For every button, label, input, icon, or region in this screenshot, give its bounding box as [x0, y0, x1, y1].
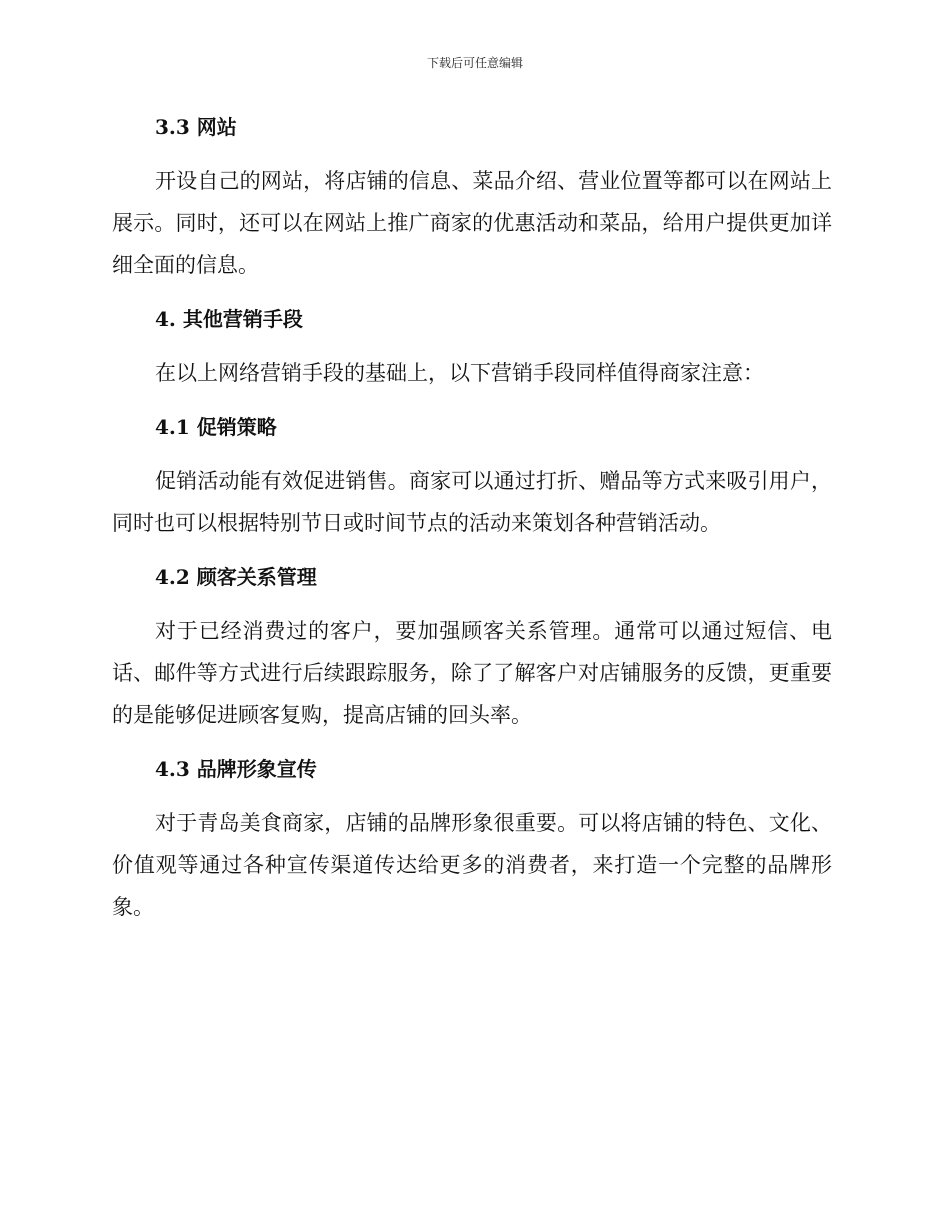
section-heading-4: 4. 其他营销手段 — [155, 307, 303, 331]
paragraph-other-marketing: 在以上网络营销手段的基础上，以下营销手段同样值得商家注意： — [155, 361, 764, 385]
paragraph-website: 开设自己的网站，将店铺的信息、菜品介绍、营业位置等都可以在网站上展示。同时，还可以在网站上推广商家的优惠活动和菜品，给用户提供更加详细全面的信息。 — [112, 169, 832, 277]
section-heading-4-1: 4.1 促销策略 — [155, 415, 277, 439]
section-heading-4-2: 4.2 顾客关系管理 — [155, 565, 317, 589]
document-body — [112, 106, 832, 940]
section-heading-4-3: 4.3 品牌形象宣传 — [155, 757, 317, 781]
page-header-note: 下载后可任意编辑 — [426, 56, 523, 70]
section-heading-3-3: 3.3 网站 — [155, 115, 237, 139]
paragraph-promotion: 促销活动能有效促进销售。商家可以通过打折、赠品等方式来吸引用户，同时也可以根据特别节日或时间节点的活动来策划各种营销活动。 — [112, 469, 832, 535]
paragraph-customer-relations: 对于已经消费过的客户，要加强顾客关系管理。通常可以通过短信、电话、邮件等方式进行后续跟踪服务，除了了解客户对店铺服务的反馈，更重要的是能够促进顾客复购，提高店铺的回头率。 — [112, 619, 832, 727]
paragraph-brand-image: 对于青岛美食商家，店铺的品牌形象很重要。可以将店铺的特色、文化、价值观等通过各种宣传渠道传达给更多的消费者，来打造一个完整的品牌形象。 — [112, 811, 832, 919]
